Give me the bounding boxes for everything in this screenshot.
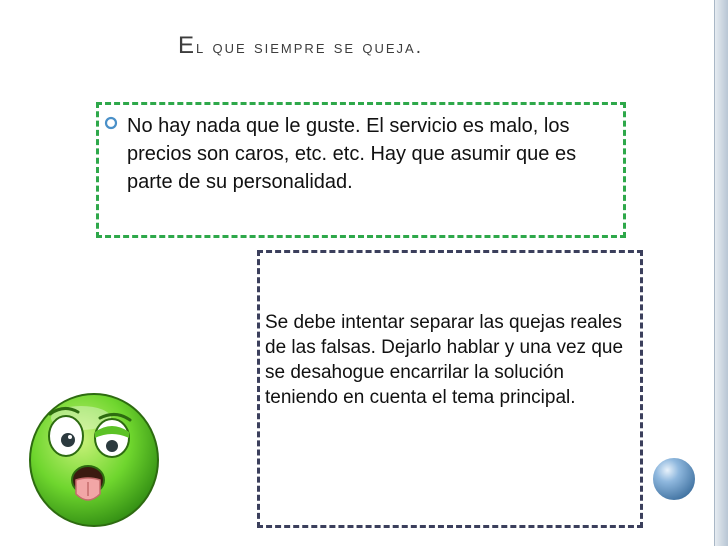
advice-text: Se debe intentar separar las quejas reales de las falsas. Dejarlo hablar y una vez que se desahogue encarrilar la solución teniendo en cuenta el tema principal. [265,312,624,408]
sick-face-emoji-icon [26,380,162,530]
slide-title [178,24,423,61]
slide-frame-edge [708,0,728,546]
slide-title-rest: l que siempre se queja. [196,37,424,58]
bullet-text: No hay nada que le guste. El servicio es malo, los precios son caros, etc. etc. Hay que asumir que es parte de su personalidad. [127,115,577,193]
blue-orb-icon [650,455,698,503]
slide-title-initial: E [178,32,197,59]
circle-bullet-icon [104,116,118,130]
